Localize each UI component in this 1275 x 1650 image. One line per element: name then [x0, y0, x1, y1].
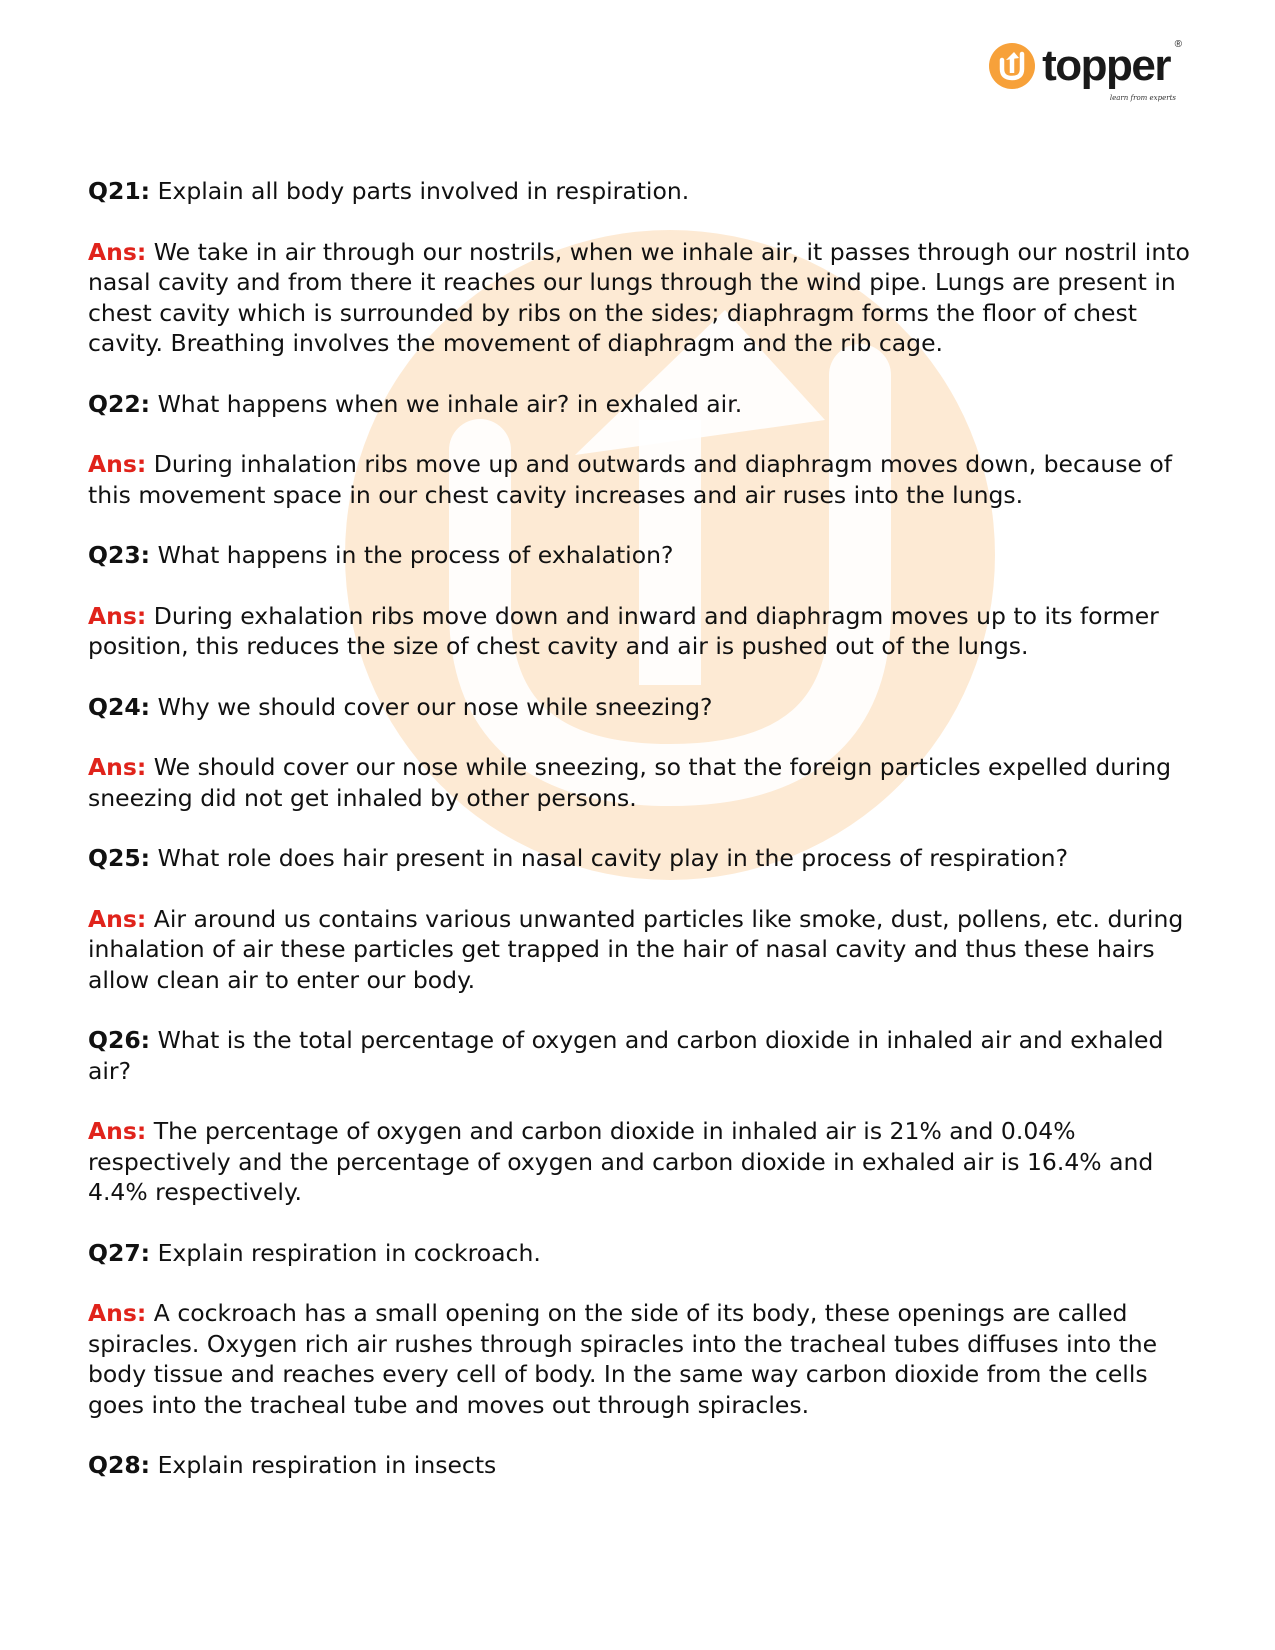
brand-u-icon [988, 42, 1036, 90]
brand-wordmark: topper ® learn from experts [1042, 39, 1182, 102]
answer-23: Ans: During exhalation ribs move down and inward and diaphragm moves up to its former position, this reduces the size of chest cavity and air is pushed out of the lungs. [88, 601, 1159, 660]
question-28: Q28: Explain respiration in insects [88, 1451, 497, 1479]
answer-24: Ans: We should cover our nose while sneezing, so that the foreign particles expelled during sneezing did not get inhaled by other persons. [88, 753, 1172, 812]
answer-25: Ans: Air around us contains various unwanted particles like smoke, dust, pollens, etc. during inhalation of air these particles get trapped in the hair of nasal cavity and thus these hairs allow clean air to enter our body. [88, 904, 1184, 994]
question-27: Q27: Explain respiration in cockroach. [88, 1238, 541, 1267]
question-23: Q23: What happens in the process of exhalation? [88, 541, 674, 569]
brand-tagline: learn from experts [1109, 94, 1176, 102]
question-22: Q22: What happens when we inhale air? in exhaled air. [88, 389, 743, 418]
answer-21: Ans: We take in air through our nostrils, when we inhale air, it passes through our nostril into nasal cavity and from there it reaches our lungs through the wind pipe. Lungs are present in chest cavity which is surrounded by ribs on the sides; diaphragm forms the floor of chest cavity. Breathing involves the movement of diaphragm and the rib cage. [88, 237, 1190, 357]
question-24: Q24: Why we should cover our nose while sneezing? [88, 692, 713, 721]
question-21: Q21: Explain all body parts involved in respiration. [88, 177, 690, 205]
registered-mark: ® [1174, 39, 1182, 50]
answer-26: Ans: The percentage of oxygen and carbon dioxide in inhaled air is 21% and 0.04% respectively and the percentage of oxygen and carbon dioxide in exhaled air is 16.4% and 4.4% respectively. [88, 1117, 1154, 1206]
answer-27: Ans: A cockroach has a small opening on the side of its body, these openings are called spiracles. Oxygen rich air rushes through spiracles into the tracheal tubes diffuses into the body tissue and reaches every cell of body. In the same way carbon dioxide from the cells goes into the tracheal tube and moves out through spiracles. [88, 1299, 1158, 1419]
question-25: Q25: What role does hair present in nasal cavity play in the process of respiration? [88, 844, 1069, 872]
question-26: Q26: What is the total percentage of oxygen and carbon dioxide in inhaled air and exhaled air? [88, 1026, 1164, 1085]
brand-logo [988, 39, 1182, 102]
answer-22: Ans: During inhalation ribs move up and outwards and diaphragm moves down, because of this movement space in our chest cavity increases and air ruses into the lungs. [88, 450, 1173, 509]
qa-content [88, 176, 1193, 1511]
